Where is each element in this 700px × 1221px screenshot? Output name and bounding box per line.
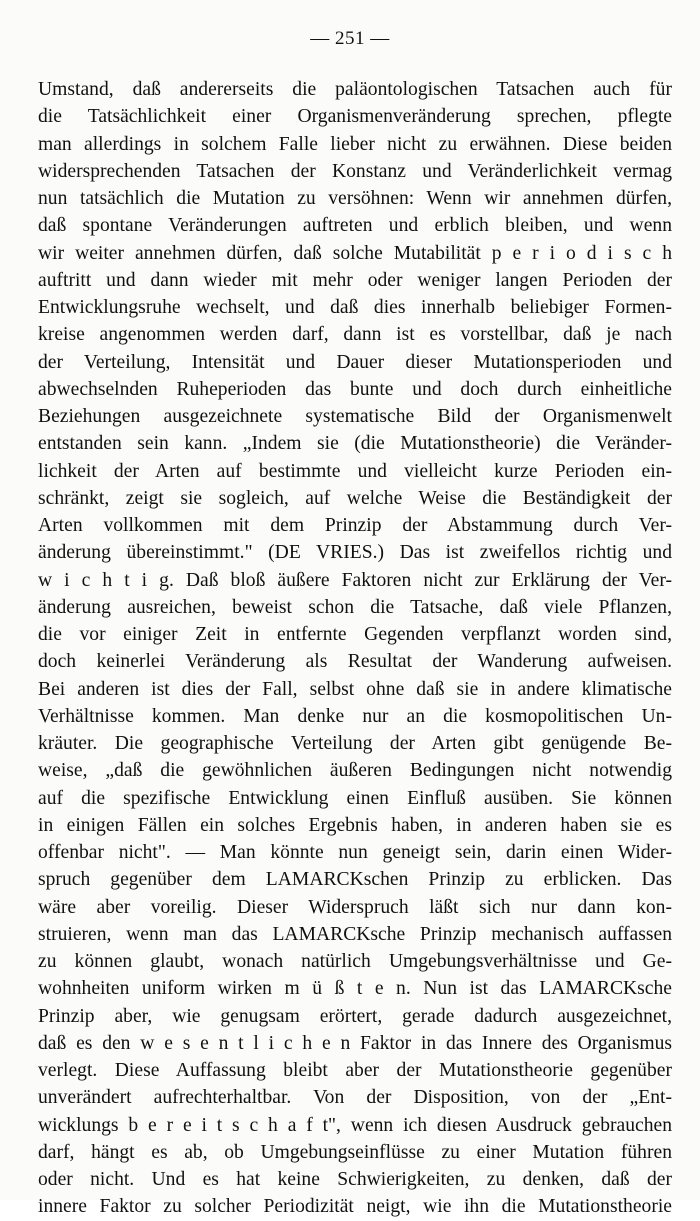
text-line: innere Faktor zu solcher Periodizität neigt, wie ihn die Mutationstheorie (38, 1196, 672, 1218)
text-line: weise, „daß die gewöhnlichen äußeren Bedingungen nicht notwendig (38, 760, 672, 782)
text-line: auf die spezifische Entwicklung einen Einfluß ausüben. Sie können (38, 787, 672, 809)
text-line: spruch gegenüber dem LAMARCKschen Prinzip zu erblicken. Das (38, 869, 672, 891)
text-line: daß es den w e s e n t l i c h e n Faktor in das Innere des Organismus (38, 1032, 672, 1054)
text-line: man allerdings in solchem Falle lieber nicht zu erwähnen. Diese beiden (38, 133, 672, 155)
text-line: änderung ausreichen, beweist schon die Tatsache, daß viele Pflanzen, (38, 596, 672, 618)
text-line: änderung übereinstimmt." (DE VRIES.) Das ist zweifellos richtig und (38, 542, 672, 564)
text-line: die vor einiger Zeit in entfernte Gegenden verpflanzt worden sind, (38, 624, 672, 645)
text-line: widersprechenden Tatsachen der Konstanz und Veränderlichkeit vermag (38, 160, 672, 182)
text-line: kreise angenommen werden darf, dann ist es vorstellbar, daß je nach (38, 324, 672, 346)
text-line: struieren, wenn man das LAMARCKsche Prinzip mechanisch auffassen (38, 923, 672, 945)
text-line: die Tatsächlichkeit einer Organismenveränderung sprechen, pflegte (38, 106, 672, 128)
text-line: Prinzip aber, wie genugsam erörtert, gerade dadurch ausgezeichnet, (38, 1005, 672, 1027)
page-number: — 251 — (310, 28, 390, 49)
text-line: offenbar nicht". — Man könnte nun geneigt sein, darin einen Wider- (38, 842, 672, 863)
text-line: wicklungs b e r e i t s c h a f t", wenn ich diesen Ausdruck gebrauchen (38, 1114, 672, 1136)
text-line: auftritt und dann wieder mit mehr oder weniger langen Perioden der (38, 269, 672, 291)
text-line: Arten vollkommen mit dem Prinzip der Abstammung durch Ver- (38, 515, 672, 536)
text-line: w i c h t i g. Daß bloß äußere Faktoren nicht zur Erklärung der Ver- (38, 569, 672, 591)
text-line: oder nicht. Und es hat keine Schwierigkeiten, zu denken, daß der (38, 1169, 672, 1190)
text-line: zu können glaubt, wonach natürlich Umgebungsverhältnisse und Ge- (38, 951, 672, 972)
text-line: wäre aber voreilig. Dieser Widerspruch läßt sich nur dann kon- (38, 896, 672, 918)
text-line: Beziehungen ausgezeichnete systematische Bild der Organismenwelt (38, 406, 672, 427)
text-line: der Verteilung, Intensität und Dauer dieser Mutationsperioden und (38, 351, 672, 373)
text-line: darf, hängt es ab, ob Umgebungseinflüsse zu einer Mutation führen (38, 1141, 672, 1163)
text-line: Entwicklungsruhe wechselt, und daß dies innerhalb beliebiger Formen- (38, 297, 672, 318)
text-line: nun tatsächlich die Mutation zu versöhnen: Wenn wir annehmen dürfen, (38, 188, 672, 209)
text-line: wir weiter annehmen dürfen, daß solche Mutabilität p e r i o d i s c h (38, 242, 672, 264)
text-line: daß spontane Veränderungen auftreten und erblich bleiben, und wenn (38, 215, 672, 237)
text-line: unverändert aufrechterhaltbar. Von der Disposition, von der „Ent- (38, 1087, 672, 1109)
text-line: schränkt, zeigt sie sogleich, auf welche Weise die Beständigkeit der (38, 487, 672, 509)
text-line: Umstand, daß andererseits die paläontologischen Tatsachen auch für (38, 79, 672, 100)
text-line: entstanden sein kann. „Indem sie (die Mutationstheorie) die Veränder- (38, 433, 672, 455)
text-line: Bei anderen ist dies der Fall, selbst ohne daß sie in andere klimatische (38, 678, 672, 700)
text-line: doch keinerlei Veränderung als Resultat der Wanderung aufweisen. (38, 651, 672, 673)
body-text (38, 76, 672, 1221)
text-line: wohnheiten uniform wirken m ü ß t e n. Nun ist das LAMARCKsche (38, 978, 672, 1000)
text-line: kräuter. Die geographische Verteilung der Arten gibt genügende Be- (38, 733, 672, 754)
text-line: in einigen Fällen ein solches Ergebnis haben, in anderen haben sie es (38, 814, 672, 836)
text-line: lichkeit der Arten auf bestimmte und vielleicht kurze Perioden ein- (38, 460, 672, 482)
text-line: abwechselnden Ruheperioden das bunte und doch durch einheitliche (38, 378, 672, 400)
text-line: verlegt. Diese Auffassung bleibt aber der Mutationstheorie gegenüber (38, 1060, 672, 1081)
text-line: Verhältnisse kommen. Man denke nur an die kosmopolitischen Un- (38, 705, 672, 727)
